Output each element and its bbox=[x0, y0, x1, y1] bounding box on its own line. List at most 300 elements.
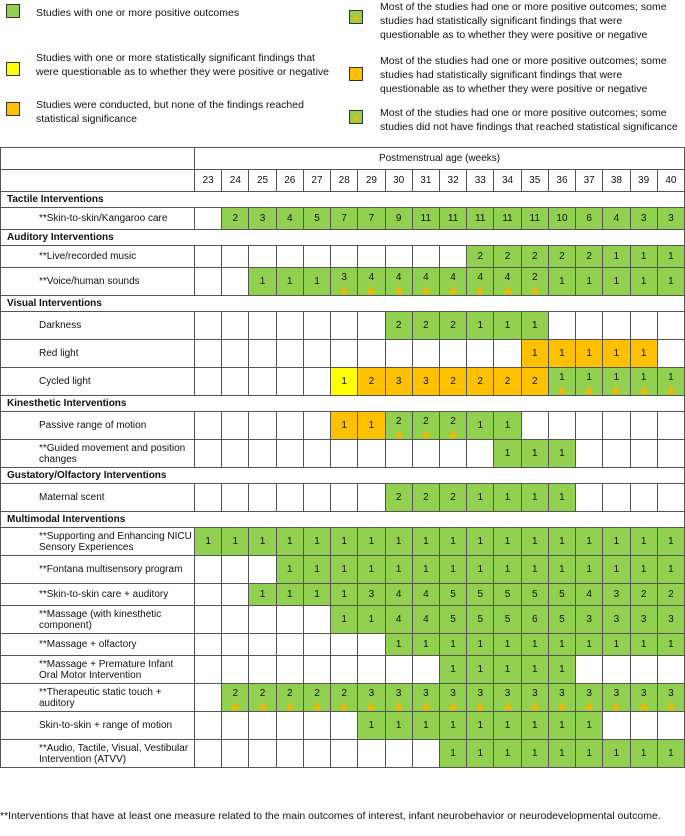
study-count-cell bbox=[249, 656, 276, 684]
study-count-cell bbox=[630, 712, 657, 740]
study-count-cell bbox=[521, 312, 548, 340]
study-count: 1 bbox=[640, 748, 647, 759]
study-count-cell bbox=[412, 368, 439, 396]
study-count: 1 bbox=[423, 536, 429, 547]
study-count-cell bbox=[412, 712, 439, 740]
study-count: 4 bbox=[395, 272, 402, 283]
intervention-label: **Fontana multisensory program bbox=[1, 556, 195, 584]
study-count-cell bbox=[331, 484, 358, 512]
study-count-cell bbox=[385, 656, 412, 684]
study-count-cell bbox=[222, 412, 249, 440]
study-count: 1 bbox=[559, 348, 565, 359]
study-count-cell bbox=[249, 634, 276, 656]
study-count: 5 bbox=[450, 614, 456, 625]
study-count-cell bbox=[385, 740, 412, 768]
study-count: 1 bbox=[559, 372, 565, 383]
study-count-cell bbox=[195, 634, 222, 656]
study-count: 9 bbox=[395, 213, 402, 224]
study-count-cell bbox=[548, 412, 575, 440]
study-count-cell bbox=[276, 340, 303, 368]
study-count: 1 bbox=[450, 720, 456, 731]
study-count-cell bbox=[494, 684, 521, 712]
study-count-cell bbox=[603, 606, 630, 634]
study-count-cell bbox=[412, 412, 439, 440]
intervention-label: **Therapeutic static touch + auditory bbox=[1, 684, 195, 712]
study-count-cell bbox=[195, 484, 222, 512]
study-count: 1 bbox=[286, 589, 293, 600]
study-count-cell bbox=[548, 712, 575, 740]
study-count-cell bbox=[303, 740, 330, 768]
study-count-cell bbox=[576, 740, 603, 768]
study-count: 4 bbox=[423, 589, 429, 600]
study-count-cell bbox=[603, 712, 630, 740]
study-count-cell bbox=[439, 484, 466, 512]
study-count: 1 bbox=[559, 276, 565, 287]
study-count-cell bbox=[331, 634, 358, 656]
study-count-cell bbox=[576, 528, 603, 556]
study-count-cell bbox=[249, 412, 276, 440]
study-count-cell bbox=[467, 656, 494, 684]
study-count-cell bbox=[385, 712, 412, 740]
section-title: Kinesthetic Interventions bbox=[1, 396, 685, 412]
study-count-cell bbox=[494, 440, 521, 468]
study-count-cell bbox=[358, 740, 385, 768]
study-count-cell bbox=[494, 712, 521, 740]
study-count: 2 bbox=[423, 492, 429, 503]
study-count-cell bbox=[548, 656, 575, 684]
study-count: 1 bbox=[395, 564, 402, 575]
study-count-cell bbox=[412, 606, 439, 634]
study-count: 3 bbox=[259, 213, 266, 224]
study-count-cell bbox=[603, 684, 630, 712]
study-count: 1 bbox=[613, 564, 620, 575]
study-count: 1 bbox=[559, 639, 565, 650]
study-count-cell bbox=[467, 556, 494, 584]
intervention-label: **Skin-to-skin care + auditory bbox=[1, 584, 195, 606]
legend-text: Most of the studies had one or more positive outcomes; some studies had statistically significant findings that were questionable as to whether they were positive or negative bbox=[380, 1, 667, 41]
study-count: 10 bbox=[556, 213, 568, 224]
study-count: 2 bbox=[450, 376, 456, 387]
study-count-cell bbox=[630, 656, 657, 684]
study-count-cell bbox=[603, 440, 630, 468]
study-count: 1 bbox=[668, 536, 674, 547]
study-count-cell bbox=[439, 684, 466, 712]
table-row bbox=[1, 606, 685, 634]
study-count: 3 bbox=[613, 688, 620, 699]
study-count: 1 bbox=[314, 564, 320, 575]
study-count-cell bbox=[303, 528, 330, 556]
legend-swatch-green bbox=[6, 4, 20, 18]
study-count-cell bbox=[358, 246, 385, 268]
study-count-cell bbox=[521, 584, 548, 606]
week-header: 29 bbox=[358, 170, 385, 192]
legend-swatch-orange-triangle bbox=[349, 67, 363, 81]
study-count: 3 bbox=[668, 614, 674, 625]
study-count-cell bbox=[603, 208, 630, 230]
study-count-cell bbox=[331, 440, 358, 468]
study-count: 3 bbox=[504, 688, 511, 699]
study-count: 3 bbox=[423, 688, 429, 699]
study-count-cell bbox=[276, 556, 303, 584]
study-count: 1 bbox=[368, 720, 375, 731]
study-count-cell bbox=[494, 412, 521, 440]
study-count: 3 bbox=[613, 589, 620, 600]
section-row bbox=[1, 512, 685, 528]
study-count-cell bbox=[657, 208, 684, 230]
week-header: 35 bbox=[521, 170, 548, 192]
study-count-cell bbox=[303, 312, 330, 340]
study-count: 1 bbox=[559, 536, 565, 547]
study-count: 2 bbox=[395, 320, 402, 331]
study-count-cell bbox=[276, 312, 303, 340]
week-header: 36 bbox=[548, 170, 575, 192]
study-count: 1 bbox=[314, 276, 320, 287]
study-count-cell bbox=[385, 528, 412, 556]
study-count-cell bbox=[439, 368, 466, 396]
study-count-cell bbox=[521, 556, 548, 584]
study-count: 1 bbox=[559, 748, 565, 759]
study-count-cell bbox=[385, 606, 412, 634]
study-count-cell bbox=[494, 528, 521, 556]
table-row bbox=[1, 368, 685, 396]
study-count: 3 bbox=[559, 688, 565, 699]
study-count-cell bbox=[331, 684, 358, 712]
study-count-cell bbox=[439, 740, 466, 768]
study-count-cell bbox=[331, 556, 358, 584]
study-count-cell bbox=[303, 584, 330, 606]
study-count-cell bbox=[548, 684, 575, 712]
study-count-cell bbox=[358, 484, 385, 512]
study-count: 1 bbox=[613, 639, 620, 650]
study-count: 4 bbox=[477, 272, 484, 283]
study-count: 1 bbox=[341, 564, 347, 575]
study-count: 1 bbox=[504, 564, 511, 575]
week-header: 24 bbox=[222, 170, 249, 192]
study-count-cell bbox=[358, 634, 385, 656]
study-count-cell bbox=[222, 246, 249, 268]
table-row bbox=[1, 712, 685, 740]
study-count-cell bbox=[603, 412, 630, 440]
study-count: 1 bbox=[205, 536, 211, 547]
study-count-cell bbox=[358, 312, 385, 340]
study-count-cell bbox=[303, 684, 330, 712]
study-count: 1 bbox=[395, 639, 402, 650]
study-count: 4 bbox=[395, 589, 402, 600]
week-header: 37 bbox=[576, 170, 603, 192]
study-count-cell bbox=[222, 712, 249, 740]
study-count-cell bbox=[603, 556, 630, 584]
study-count: 2 bbox=[232, 688, 239, 699]
intervention-label: **Skin-to-skin/Kangaroo care bbox=[1, 208, 195, 230]
study-count-cell bbox=[385, 340, 412, 368]
study-count-cell bbox=[358, 368, 385, 396]
study-count-cell bbox=[412, 484, 439, 512]
study-count: 6 bbox=[586, 213, 592, 224]
study-count-cell bbox=[222, 440, 249, 468]
table-row bbox=[1, 312, 685, 340]
study-count: 1 bbox=[559, 664, 565, 675]
section-title: Multimodal Interventions bbox=[1, 512, 685, 528]
intervention-grid bbox=[0, 147, 685, 768]
study-count-cell bbox=[548, 440, 575, 468]
study-count: 1 bbox=[640, 372, 647, 383]
study-count-cell bbox=[303, 340, 330, 368]
header-title: Postmenstrual age (weeks) bbox=[195, 148, 685, 170]
study-count: 1 bbox=[640, 536, 647, 547]
study-count: 2 bbox=[450, 492, 456, 503]
study-count: 1 bbox=[341, 376, 347, 387]
study-count-cell bbox=[548, 340, 575, 368]
study-count-cell bbox=[412, 684, 439, 712]
study-count: 1 bbox=[559, 492, 565, 503]
study-count: 1 bbox=[668, 372, 674, 383]
study-count-cell bbox=[657, 246, 684, 268]
study-count-cell bbox=[494, 556, 521, 584]
study-count-cell bbox=[303, 440, 330, 468]
study-count: 4 bbox=[395, 614, 402, 625]
study-count-cell bbox=[439, 528, 466, 556]
study-count: 6 bbox=[531, 614, 538, 625]
table-row bbox=[1, 340, 685, 368]
study-count: 1 bbox=[259, 276, 266, 287]
study-count: 1 bbox=[640, 251, 647, 262]
study-count: 1 bbox=[668, 564, 674, 575]
table-row bbox=[1, 440, 685, 468]
study-count: 1 bbox=[586, 564, 592, 575]
study-count: 1 bbox=[368, 420, 375, 431]
study-count: 2 bbox=[314, 688, 320, 699]
study-count-cell bbox=[657, 340, 684, 368]
intervention-label: **Guided movement and position changes bbox=[1, 440, 195, 468]
study-count: 3 bbox=[640, 614, 647, 625]
study-count: 1 bbox=[559, 564, 565, 575]
study-count-cell bbox=[222, 528, 249, 556]
study-count: 1 bbox=[613, 748, 620, 759]
study-count: 1 bbox=[613, 372, 620, 383]
study-count: 3 bbox=[668, 688, 674, 699]
study-count-cell bbox=[222, 584, 249, 606]
study-count-cell bbox=[222, 556, 249, 584]
study-count: 1 bbox=[559, 720, 565, 731]
study-count: 3 bbox=[368, 688, 375, 699]
study-count-cell bbox=[249, 268, 276, 296]
week-header: 30 bbox=[385, 170, 412, 192]
legend-text: Most of the studies had one or more positive outcomes; some studies had statistically significant findings that were questionable as to whether they were positive or negative bbox=[380, 55, 667, 95]
study-count-cell bbox=[385, 246, 412, 268]
intervention-label: **Voice/human sounds bbox=[1, 268, 195, 296]
study-count-cell bbox=[331, 312, 358, 340]
study-count-cell bbox=[439, 606, 466, 634]
study-count: 2 bbox=[586, 251, 592, 262]
study-count-cell bbox=[603, 634, 630, 656]
study-count-cell bbox=[576, 368, 603, 396]
study-count: 1 bbox=[368, 614, 375, 625]
week-header: 26 bbox=[276, 170, 303, 192]
study-count-cell bbox=[385, 440, 412, 468]
week-header: 38 bbox=[603, 170, 630, 192]
study-count-cell bbox=[576, 712, 603, 740]
study-count: 2 bbox=[559, 251, 565, 262]
study-count-cell bbox=[195, 312, 222, 340]
study-count: 1 bbox=[531, 564, 538, 575]
study-count-cell bbox=[358, 556, 385, 584]
study-count: 1 bbox=[341, 614, 347, 625]
study-count-cell bbox=[276, 656, 303, 684]
study-count-cell bbox=[195, 268, 222, 296]
study-count-cell bbox=[548, 484, 575, 512]
legend-swatch-yellow bbox=[6, 62, 20, 76]
study-count-cell bbox=[195, 528, 222, 556]
study-count-cell bbox=[222, 312, 249, 340]
study-count: 1 bbox=[504, 720, 511, 731]
study-count-cell bbox=[439, 208, 466, 230]
study-count-cell bbox=[467, 208, 494, 230]
section-title: Gustatory/Olfactory Interventions bbox=[1, 468, 685, 484]
study-count-cell bbox=[521, 528, 548, 556]
study-count: 4 bbox=[504, 272, 511, 283]
study-count-cell bbox=[494, 312, 521, 340]
study-count-cell bbox=[467, 740, 494, 768]
study-count-cell bbox=[412, 246, 439, 268]
study-count-cell bbox=[521, 712, 548, 740]
study-count: 1 bbox=[640, 348, 647, 359]
study-count: 2 bbox=[450, 320, 456, 331]
study-count: 1 bbox=[531, 639, 538, 650]
study-count: 3 bbox=[668, 213, 674, 224]
study-count-cell bbox=[467, 484, 494, 512]
study-count: 1 bbox=[531, 748, 538, 759]
section-title: Tactile Interventions bbox=[1, 192, 685, 208]
study-count-cell bbox=[276, 740, 303, 768]
study-count: 1 bbox=[586, 536, 592, 547]
study-count-cell bbox=[467, 634, 494, 656]
study-count-cell bbox=[657, 656, 684, 684]
study-count-cell bbox=[548, 312, 575, 340]
study-count: 1 bbox=[314, 536, 320, 547]
study-count-cell bbox=[249, 740, 276, 768]
study-count-cell bbox=[467, 440, 494, 468]
study-count: 2 bbox=[640, 589, 647, 600]
study-count-cell bbox=[195, 656, 222, 684]
study-count-cell bbox=[195, 340, 222, 368]
study-count: 5 bbox=[314, 213, 320, 224]
study-count-cell bbox=[385, 634, 412, 656]
study-count-cell bbox=[657, 606, 684, 634]
study-count: 1 bbox=[559, 448, 565, 459]
study-count-cell bbox=[576, 584, 603, 606]
study-count: 3 bbox=[395, 376, 402, 387]
study-count-cell bbox=[657, 740, 684, 768]
study-count-cell bbox=[222, 268, 249, 296]
study-count-cell bbox=[494, 740, 521, 768]
study-count-cell bbox=[412, 440, 439, 468]
intervention-label: Red light bbox=[1, 340, 195, 368]
study-count-cell bbox=[494, 634, 521, 656]
study-count-cell bbox=[576, 312, 603, 340]
study-count-cell bbox=[630, 528, 657, 556]
study-count-cell bbox=[276, 528, 303, 556]
study-count: 3 bbox=[613, 614, 620, 625]
table-row bbox=[1, 268, 685, 296]
study-count-cell bbox=[494, 484, 521, 512]
table-row bbox=[1, 412, 685, 440]
study-count-cell bbox=[195, 368, 222, 396]
study-count: 1 bbox=[668, 276, 674, 287]
study-count-cell bbox=[331, 340, 358, 368]
study-count-cell bbox=[467, 712, 494, 740]
study-count-cell bbox=[521, 268, 548, 296]
intervention-label: **Massage + olfactory bbox=[1, 634, 195, 656]
study-count-cell bbox=[576, 340, 603, 368]
week-header: 25 bbox=[249, 170, 276, 192]
study-count-cell bbox=[548, 246, 575, 268]
study-count-cell bbox=[521, 484, 548, 512]
header-title-row bbox=[1, 148, 685, 170]
study-count-cell bbox=[412, 208, 439, 230]
study-count-cell bbox=[385, 268, 412, 296]
study-count: 1 bbox=[477, 664, 484, 675]
study-count-cell bbox=[331, 412, 358, 440]
study-count-cell bbox=[494, 368, 521, 396]
study-count-cell bbox=[630, 584, 657, 606]
study-count-cell bbox=[412, 268, 439, 296]
study-count-cell bbox=[331, 528, 358, 556]
study-count-cell bbox=[303, 712, 330, 740]
study-count-cell bbox=[276, 484, 303, 512]
study-count-cell bbox=[249, 312, 276, 340]
study-count: 2 bbox=[232, 213, 239, 224]
study-count-cell bbox=[303, 556, 330, 584]
study-count: 1 bbox=[504, 320, 511, 331]
study-count-cell bbox=[576, 656, 603, 684]
study-count-cell bbox=[494, 246, 521, 268]
legend bbox=[0, 0, 685, 140]
legend-text: Studies with one or more statistically significant findings that were questionable as to whether they were positive or negative bbox=[36, 52, 330, 78]
study-count: 1 bbox=[668, 748, 674, 759]
study-count-cell bbox=[385, 684, 412, 712]
study-count-cell bbox=[331, 656, 358, 684]
study-count-cell bbox=[412, 656, 439, 684]
study-count-cell bbox=[276, 712, 303, 740]
week-header: 33 bbox=[467, 170, 494, 192]
study-count: 4 bbox=[423, 614, 429, 625]
study-count-cell bbox=[548, 268, 575, 296]
intervention-label: Skin-to-skin + range of motion bbox=[1, 712, 195, 740]
intervention-label: Darkness bbox=[1, 312, 195, 340]
study-count-cell bbox=[439, 268, 466, 296]
study-count: 2 bbox=[531, 272, 538, 283]
study-count-cell bbox=[439, 656, 466, 684]
study-count-cell bbox=[657, 312, 684, 340]
study-count: 3 bbox=[586, 614, 592, 625]
study-count: 3 bbox=[395, 688, 402, 699]
study-count: 1 bbox=[259, 589, 266, 600]
study-count-cell bbox=[249, 246, 276, 268]
study-count: 5 bbox=[531, 589, 538, 600]
study-count-cell bbox=[603, 268, 630, 296]
study-count-cell bbox=[630, 368, 657, 396]
study-count-cell bbox=[630, 634, 657, 656]
intervention-label: **Massage (with kinesthetic component) bbox=[1, 606, 195, 634]
study-count-cell bbox=[195, 684, 222, 712]
table-row bbox=[1, 634, 685, 656]
study-count: 1 bbox=[586, 348, 592, 359]
study-count-cell bbox=[303, 268, 330, 296]
study-count-cell bbox=[249, 528, 276, 556]
study-count: 3 bbox=[531, 688, 538, 699]
study-count-cell bbox=[303, 246, 330, 268]
study-count: 1 bbox=[423, 564, 429, 575]
